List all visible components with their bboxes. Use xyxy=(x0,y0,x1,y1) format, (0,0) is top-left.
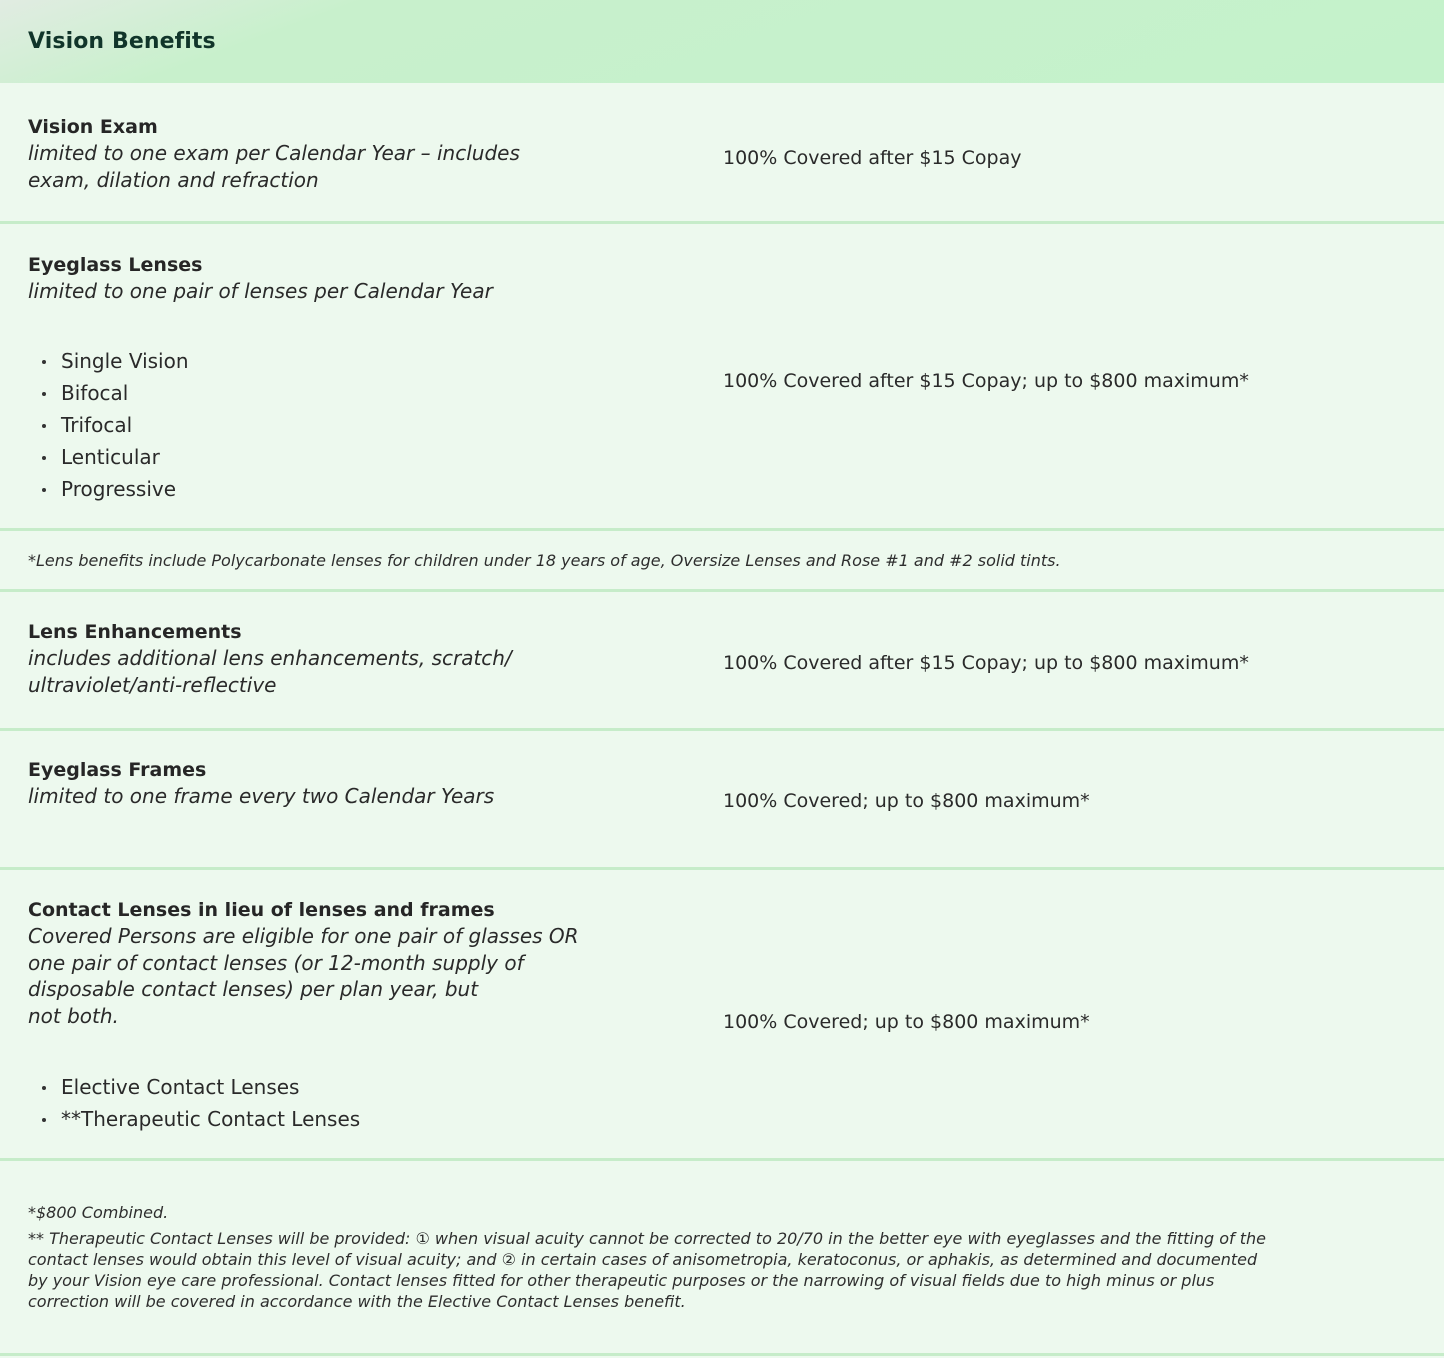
benefit-coverage: 100% Covered; up to $800 maximum* xyxy=(723,790,1090,812)
benefit-row-contact-lenses xyxy=(0,870,1444,1161)
list-item: Lenticular xyxy=(40,441,189,473)
benefit-description xyxy=(28,897,628,1029)
list-item: Elective Contact Lenses xyxy=(40,1071,360,1103)
lens-benefits-note-row xyxy=(0,531,1444,592)
benefit-description xyxy=(28,114,628,193)
footnotes-row xyxy=(0,1161,1444,1356)
list-item: Bifocal xyxy=(40,377,189,409)
benefit-desc-line: ultraviolet/anti-reflective xyxy=(28,672,277,697)
lens-type-list xyxy=(40,345,189,505)
benefit-row-lens-enhancements xyxy=(0,592,1444,731)
benefit-coverage: 100% Covered after $15 Copay; up to $800 maximum* xyxy=(723,652,1249,674)
footnote-therapeutic-line: contact lenses would obtain this level of visual acuity; and ② in certain cases of anisometropia, keratoconus, or aphakis, as determined and documented xyxy=(28,1250,1258,1269)
benefit-desc-line: exam, dilation and refraction xyxy=(28,167,319,192)
lens-benefits-note: *Lens benefits include Polycarbonate lenses for children under 18 years of age, Oversize Lenses and Rose #1 and #2 solid tints. xyxy=(28,551,1061,570)
benefit-coverage: 100% Covered after $15 Copay xyxy=(723,147,1022,169)
benefit-title: Contact Lenses in lieu of lenses and frames xyxy=(28,899,495,921)
section-header xyxy=(0,0,1444,83)
list-item: **Therapeutic Contact Lenses xyxy=(40,1103,360,1135)
contact-lens-type-list xyxy=(40,1071,360,1135)
list-item: Progressive xyxy=(40,473,189,505)
benefit-description xyxy=(28,619,628,698)
footnote-combined: *$800 Combined. xyxy=(28,1203,169,1222)
benefit-title: Vision Exam xyxy=(28,116,158,138)
benefit-row-eyeglass-frames xyxy=(0,731,1444,870)
footnotes xyxy=(28,1202,1348,1312)
benefit-desc-line: limited to one exam per Calendar Year – includes xyxy=(28,141,520,165)
benefit-desc-line: limited to one frame every two Calendar Years xyxy=(28,784,495,808)
benefit-title: Lens Enhancements xyxy=(28,621,242,643)
benefit-description xyxy=(28,757,628,810)
benefit-title: Eyeglass Frames xyxy=(28,759,207,781)
footnote-therapeutic-line: ** Therapeutic Contact Lenses will be provided: ① when visual acuity cannot be corrected to 20/70 in the better eye with eyeglasses and the fitting of the xyxy=(28,1229,1266,1248)
benefit-row-vision-exam xyxy=(0,83,1444,224)
benefit-title: Eyeglass Lenses xyxy=(28,254,203,276)
benefit-desc-line: Covered Persons are eligible for one pair of glasses OR xyxy=(28,924,579,948)
benefit-desc-line: not both. xyxy=(28,1003,119,1028)
benefit-description xyxy=(28,252,628,305)
benefit-coverage: 100% Covered; up to $800 maximum* xyxy=(723,1011,1090,1033)
footnote-therapeutic-line: by your Vision eye care professional. Contact lenses fitted for other therapeutic purposes or the narrowing of visual fields due to high minus or plus xyxy=(28,1271,1215,1290)
benefit-desc-line: includes additional lens enhancements, scratch/ xyxy=(28,646,512,670)
list-item: Single Vision xyxy=(40,345,189,377)
benefit-desc-line: one pair of contact lenses (or 12-month supply of xyxy=(28,950,524,975)
benefit-desc-line: disposable contact lenses) per plan year, but xyxy=(28,977,479,1001)
benefit-desc-line: limited to one pair of lenses per Calendar Year xyxy=(28,279,493,303)
section-title: Vision Benefits xyxy=(28,29,216,54)
footnote-therapeutic-line: correction will be covered in accordance with the Elective Contact Lenses benefit. xyxy=(28,1292,686,1311)
benefit-row-eyeglass-lenses xyxy=(0,224,1444,531)
benefit-coverage: 100% Covered after $15 Copay; up to $800 maximum* xyxy=(723,370,1249,392)
list-item: Trifocal xyxy=(40,409,189,441)
